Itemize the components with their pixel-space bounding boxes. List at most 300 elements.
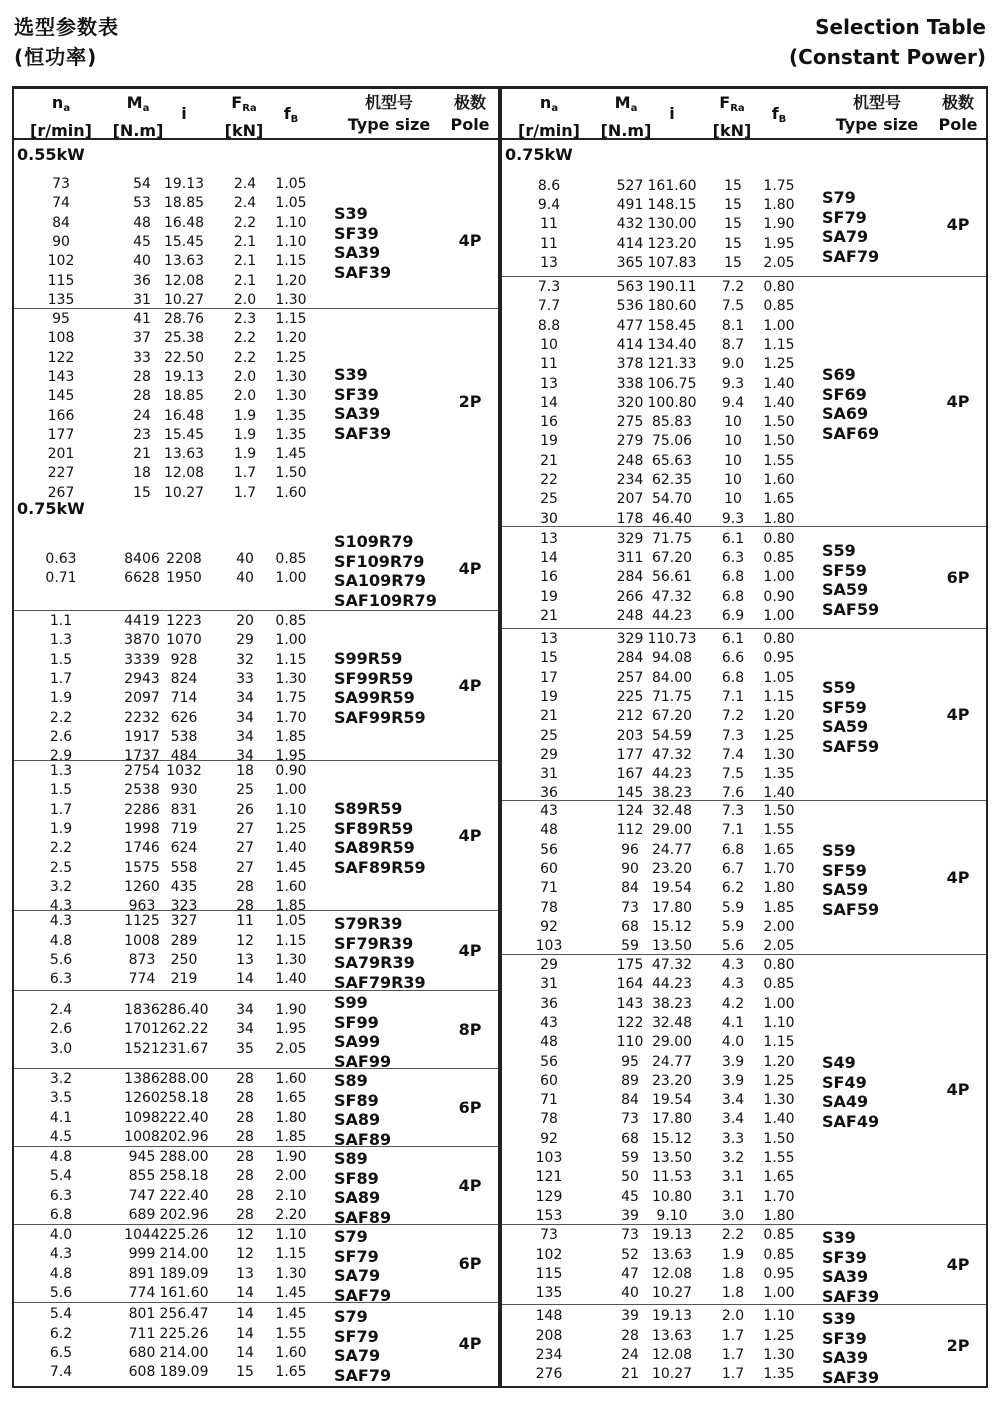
ratio-cell: 84.00 xyxy=(651,669,693,686)
speed-cell: 13 xyxy=(540,254,558,271)
table-row xyxy=(14,1070,498,1089)
torque-cell: 2754 xyxy=(124,763,160,779)
type-size-label: S39 xyxy=(822,1228,856,1247)
ratio-cell: 484 xyxy=(170,748,198,765)
pole-label: 4P xyxy=(946,215,970,234)
ratio-cell: 130.00 xyxy=(647,216,697,233)
service-factor-cell: 1.50 xyxy=(763,414,795,431)
torque-cell: 143 xyxy=(616,995,644,1012)
ratio-cell: 75.06 xyxy=(651,433,693,450)
type-size-label: SA59 xyxy=(822,717,869,736)
radial-load-cell: 3.1 xyxy=(721,1169,745,1186)
radial-load-cell: 34 xyxy=(236,728,254,745)
radial-load-cell: 1.9 xyxy=(233,446,257,463)
pole-label: 4P xyxy=(458,559,482,578)
radial-load-cell: 7.5 xyxy=(721,298,745,315)
speed-cell: 5.6 xyxy=(49,1284,73,1301)
service-factor-cell: 1.05 xyxy=(763,669,795,686)
service-factor-cell: 1.15 xyxy=(275,253,307,270)
ratio-cell: 28.76 xyxy=(163,311,205,327)
torque-cell: 145 xyxy=(616,785,644,802)
radial-load-cell: 40 xyxy=(236,550,254,567)
pole-label: 4P xyxy=(458,941,482,960)
type-size-label: S59 xyxy=(822,678,856,697)
service-factor-cell: 1.10 xyxy=(275,801,307,818)
radial-load-cell: 10 xyxy=(724,452,742,469)
speed-cell: 8.6 xyxy=(537,177,561,194)
torque-cell: 2286 xyxy=(124,801,160,818)
type-size-list xyxy=(334,649,426,727)
radial-load-cell: 34 xyxy=(236,690,254,707)
service-factor-cell: 2.00 xyxy=(275,1168,307,1185)
type-size-list xyxy=(334,204,391,282)
radial-load-cell: 6.9 xyxy=(721,607,745,624)
service-factor-cell: 0.85 xyxy=(763,550,795,567)
ratio-cell: 16.48 xyxy=(163,214,205,231)
torque-cell: 122 xyxy=(616,1014,644,1031)
header-fb-text: f xyxy=(283,104,291,123)
service-factor-cell: 1.95 xyxy=(275,1021,307,1038)
radial-load-cell: 1.9 xyxy=(721,1246,745,1263)
radial-load-cell: 7.1 xyxy=(721,688,745,705)
speed-cell: 6.2 xyxy=(49,1325,73,1342)
radial-load-cell: 12 xyxy=(236,1246,254,1263)
table-row xyxy=(502,821,986,840)
type-size-label: SA79 xyxy=(822,227,869,246)
ratio-cell: 19.13 xyxy=(163,368,205,385)
radial-load-cell: 27 xyxy=(236,859,254,876)
torque-cell: 266 xyxy=(616,588,644,605)
speed-cell: 276 xyxy=(535,1366,563,1383)
radial-load-cell: 2.2 xyxy=(721,1227,745,1244)
torque-cell: 680 xyxy=(128,1345,156,1361)
speed-cell: 6.8 xyxy=(49,1206,73,1223)
header-type-text: 机型号 xyxy=(364,93,413,112)
speed-cell: 90 xyxy=(52,233,70,250)
ratio-cell: 85.83 xyxy=(651,414,693,431)
speed-cell: 2.5 xyxy=(49,859,73,876)
header-type-text: Type size xyxy=(347,115,431,134)
radial-load-cell: 3.4 xyxy=(721,1092,745,1109)
speed-cell: 4.8 xyxy=(49,932,73,949)
header-na xyxy=(16,92,106,142)
header-pole-text: Pole xyxy=(450,115,490,134)
torque-cell: 47 xyxy=(621,1266,639,1282)
speed-cell: 9.4 xyxy=(537,197,561,214)
table-row xyxy=(502,1327,986,1346)
ratio-cell: 9.10 xyxy=(656,1207,688,1224)
header-fb-subscript: B xyxy=(290,114,299,125)
header-na-text: n xyxy=(51,93,64,112)
table-row xyxy=(502,688,986,707)
type-size-label: S39 xyxy=(334,204,368,223)
radial-load-cell: 8.1 xyxy=(721,317,745,334)
torque-cell: 2538 xyxy=(124,782,160,799)
radial-load-cell: 2.1 xyxy=(233,272,257,289)
service-factor-cell: 1.40 xyxy=(275,971,307,988)
torque-cell: 73 xyxy=(621,1227,639,1244)
table-row xyxy=(502,355,986,374)
table-row xyxy=(14,272,498,291)
table-row xyxy=(502,1149,986,1168)
pole-label: 4P xyxy=(458,676,482,695)
service-factor-cell: 1.20 xyxy=(275,272,307,289)
radial-load-cell: 2.0 xyxy=(721,1308,745,1325)
service-factor-cell: 1.00 xyxy=(763,1285,795,1302)
ratio-cell: 54.59 xyxy=(651,727,693,744)
type-size-label: S79 xyxy=(822,188,856,207)
pole-label: 6P xyxy=(458,1254,482,1273)
table-row xyxy=(502,413,986,432)
torque-cell: 1008 xyxy=(124,932,160,949)
table-row xyxy=(502,490,986,509)
radial-load-cell: 28 xyxy=(236,1090,254,1107)
type-size-label: SAF69 xyxy=(822,423,880,443)
ratio-cell: 15.45 xyxy=(163,426,205,443)
radial-load-cell: 2.0 xyxy=(233,388,257,405)
speed-cell: 4.8 xyxy=(49,1149,73,1165)
model-group xyxy=(14,760,498,915)
speed-cell: 7.3 xyxy=(537,279,561,295)
type-size-label: SA99 xyxy=(334,1032,381,1051)
torque-cell: 212 xyxy=(616,708,644,725)
service-factor-cell: 0.80 xyxy=(763,279,795,295)
torque-cell: 248 xyxy=(616,452,644,469)
ratio-cell: 13.63 xyxy=(163,253,205,270)
speed-cell: 30 xyxy=(540,510,558,527)
table-row xyxy=(502,1246,986,1265)
type-size-label: SF39 xyxy=(334,223,379,243)
type-size-label: SA89R59 xyxy=(334,838,415,857)
torque-cell: 563 xyxy=(616,279,644,295)
radial-load-cell: 14 xyxy=(236,1284,254,1301)
table-row xyxy=(14,612,498,631)
service-factor-cell: 1.00 xyxy=(275,570,307,586)
table-row xyxy=(502,879,986,898)
ratio-cell: 225.26 xyxy=(159,1325,209,1342)
torque-cell: 1737 xyxy=(124,748,160,765)
speed-cell: 6.3 xyxy=(49,971,73,988)
ratio-cell: 231.67 xyxy=(159,1040,209,1057)
type-size-label: SF79 xyxy=(334,1246,379,1266)
radial-load-cell: 28 xyxy=(236,1206,254,1223)
type-size-label: SF109R79 xyxy=(334,551,425,571)
type-size-list xyxy=(334,1149,391,1227)
service-factor-cell: 1.30 xyxy=(275,291,307,308)
ratio-cell: 930 xyxy=(170,782,198,799)
table-row xyxy=(502,1284,986,1303)
radial-load-cell: 2.1 xyxy=(233,233,257,250)
radial-load-cell: 27 xyxy=(236,840,254,857)
ratio-cell: 158.45 xyxy=(647,317,697,334)
speed-cell: 60 xyxy=(540,860,558,877)
radial-load-cell: 7.1 xyxy=(721,822,745,839)
service-factor-cell: 1.40 xyxy=(763,394,795,411)
radial-load-cell: 6.3 xyxy=(721,550,745,567)
table-row xyxy=(14,1206,498,1225)
type-size-label: S39 xyxy=(334,365,368,384)
ratio-cell: 2208 xyxy=(166,550,202,567)
type-size-label: SA79 xyxy=(334,1266,381,1285)
radial-load-cell: 8.7 xyxy=(721,336,745,353)
speed-cell: 1.7 xyxy=(49,670,73,687)
type-size-label: SAF59 xyxy=(822,599,880,619)
torque-cell: 40 xyxy=(621,1285,639,1302)
torque-cell: 89 xyxy=(621,1072,639,1089)
service-factor-cell: 1.05 xyxy=(275,195,307,212)
torque-cell: 59 xyxy=(621,938,639,955)
type-size-label: SF59 xyxy=(822,860,867,880)
header-type-text: Type size xyxy=(835,115,919,134)
service-factor-cell: 1.30 xyxy=(275,1265,307,1282)
speed-cell: 19 xyxy=(540,688,558,705)
ratio-cell: 29.00 xyxy=(651,822,693,839)
service-factor-cell: 1.80 xyxy=(763,510,795,527)
ratio-cell: 180.60 xyxy=(647,298,697,315)
table-row xyxy=(502,802,986,821)
type-size-label: SAF89R59 xyxy=(334,857,426,877)
pole-label: 4P xyxy=(946,1080,970,1099)
ratio-cell: 202.96 xyxy=(159,1206,209,1223)
service-factor-cell: 1.85 xyxy=(275,728,307,745)
service-factor-cell: 1.60 xyxy=(275,484,307,501)
ratio-cell: 15.12 xyxy=(651,1130,693,1147)
ratio-cell: 258.18 xyxy=(159,1168,209,1185)
torque-cell: 68 xyxy=(621,1130,639,1147)
header-ma-subscript: a xyxy=(142,103,150,114)
torque-cell: 39 xyxy=(621,1207,639,1224)
speed-cell: 8.8 xyxy=(537,317,561,334)
service-factor-cell: 1.30 xyxy=(763,746,795,763)
torque-cell: 95 xyxy=(621,1053,639,1070)
ratio-cell: 10.27 xyxy=(163,291,205,308)
torque-cell: 338 xyxy=(616,375,644,392)
type-size-label: S89 xyxy=(334,1071,368,1090)
speed-cell: 2.4 xyxy=(49,1002,73,1019)
service-factor-cell: 1.10 xyxy=(275,233,307,250)
model-group xyxy=(14,308,498,501)
service-factor-cell: 1.00 xyxy=(275,782,307,799)
service-factor-cell: 1.05 xyxy=(275,913,307,930)
type-size-label: SF39 xyxy=(334,384,379,404)
pole-label: 4P xyxy=(946,1255,970,1274)
service-factor-cell: 1.60 xyxy=(275,878,307,895)
speed-cell: 6.5 xyxy=(49,1345,73,1361)
radial-load-cell: 2.4 xyxy=(233,176,257,192)
speed-cell: 234 xyxy=(535,1347,563,1363)
service-factor-cell: 1.15 xyxy=(275,932,307,949)
radial-load-cell: 10 xyxy=(724,433,742,450)
torque-cell: 68 xyxy=(621,918,639,935)
service-factor-cell: 1.90 xyxy=(275,1002,307,1019)
ratio-cell: 25.38 xyxy=(163,330,205,347)
table-row xyxy=(502,899,986,918)
table-row xyxy=(502,1053,986,1072)
service-factor-cell: 1.15 xyxy=(275,651,307,668)
radial-load-cell: 35 xyxy=(236,1040,254,1057)
speed-cell: 4.1 xyxy=(49,1109,73,1126)
service-factor-cell: 1.25 xyxy=(763,1327,795,1344)
service-factor-cell: 1.15 xyxy=(275,311,307,327)
service-factor-cell: 1.65 xyxy=(763,1169,795,1186)
torque-cell: 608 xyxy=(128,1364,156,1381)
ratio-cell: 13.63 xyxy=(163,446,205,463)
header-fra-text: F xyxy=(231,93,243,112)
radial-load-cell: 27 xyxy=(236,820,254,837)
table-header xyxy=(502,86,986,140)
speed-cell: 103 xyxy=(535,938,563,955)
speed-cell: 5.4 xyxy=(49,1306,73,1323)
power-section-label: 0.55kW xyxy=(17,145,85,164)
service-factor-cell: 1.65 xyxy=(763,491,795,508)
pole-label: 2P xyxy=(458,392,482,411)
ratio-cell: 824 xyxy=(170,670,198,687)
service-factor-cell: 0.80 xyxy=(763,957,795,973)
service-factor-cell: 1.75 xyxy=(763,177,795,194)
table-row xyxy=(502,727,986,746)
radial-load-cell: 6.6 xyxy=(721,650,745,667)
title-en xyxy=(789,12,986,72)
header-na-text: [r/min] xyxy=(30,121,92,140)
service-factor-cell: 2.05 xyxy=(763,938,795,955)
torque-cell: 527 xyxy=(616,177,644,194)
radial-load-cell: 4.2 xyxy=(721,995,745,1012)
table-row xyxy=(14,1109,498,1128)
radial-load-cell: 28 xyxy=(236,1187,254,1204)
torque-cell: 1008 xyxy=(124,1128,160,1145)
header-type-text: 机型号 xyxy=(852,93,901,112)
torque-cell: 18 xyxy=(133,465,151,482)
model-group xyxy=(14,1068,498,1147)
table-row xyxy=(14,1040,498,1059)
ratio-cell: 110.73 xyxy=(647,631,697,647)
speed-cell: 6.3 xyxy=(49,1187,73,1204)
speed-cell: 56 xyxy=(540,1053,558,1070)
service-factor-cell: 1.00 xyxy=(763,569,795,586)
speed-cell: 74 xyxy=(52,195,70,212)
torque-cell: 28 xyxy=(133,368,151,385)
model-group xyxy=(502,800,986,955)
type-size-list xyxy=(334,1227,391,1305)
service-factor-cell: 2.10 xyxy=(275,1187,307,1204)
type-size-label: SAF79 xyxy=(822,246,880,266)
speed-cell: 227 xyxy=(47,465,75,482)
speed-cell: 103 xyxy=(535,1150,563,1166)
ratio-cell: 23.20 xyxy=(651,1072,693,1089)
table-row xyxy=(502,995,986,1014)
ratio-cell: 17.80 xyxy=(651,1111,693,1128)
service-factor-cell: 1.85 xyxy=(275,1128,307,1145)
type-size-label: SAF39 xyxy=(334,423,392,443)
header-fra-subscript: Ra xyxy=(242,103,257,114)
radial-load-cell: 7.3 xyxy=(721,803,745,819)
speed-cell: 7.4 xyxy=(49,1364,73,1381)
type-size-label: SA89 xyxy=(334,1110,381,1129)
ratio-cell: 24.77 xyxy=(651,1053,693,1070)
service-factor-cell: 1.45 xyxy=(275,1284,307,1301)
speed-cell: 21 xyxy=(540,607,558,624)
speed-cell: 43 xyxy=(540,1014,558,1031)
torque-cell: 2232 xyxy=(124,709,160,726)
speed-cell: 10 xyxy=(540,336,558,353)
header-na xyxy=(504,92,594,142)
service-factor-cell: 1.15 xyxy=(763,688,795,705)
type-size-label: SAF59 xyxy=(822,736,880,756)
pole-label: 4P xyxy=(458,1334,482,1353)
torque-cell: 1917 xyxy=(124,728,160,745)
pole-label: 2P xyxy=(946,1336,970,1355)
table-row xyxy=(502,1110,986,1129)
torque-cell: 320 xyxy=(616,394,644,411)
type-size-list xyxy=(334,1071,391,1149)
ratio-cell: 19.13 xyxy=(651,1227,693,1244)
type-size-label: S79 xyxy=(334,1227,368,1246)
ratio-cell: 624 xyxy=(170,840,198,857)
service-factor-cell: 1.10 xyxy=(275,1227,307,1243)
speed-cell: 14 xyxy=(540,550,558,567)
ratio-cell: 289 xyxy=(170,932,198,949)
radial-load-cell: 2.1 xyxy=(233,253,257,270)
torque-cell: 167 xyxy=(616,766,644,783)
type-size-label: S79R39 xyxy=(334,914,403,933)
radial-load-cell: 15 xyxy=(724,235,742,252)
table-row xyxy=(502,530,986,549)
torque-cell: 873 xyxy=(128,952,156,968)
header-fb-text: f xyxy=(771,104,779,123)
speed-cell: 1.1 xyxy=(49,613,73,629)
table-row xyxy=(14,214,498,233)
type-size-label: SF89 xyxy=(334,1168,379,1188)
header-pole-text: 极数 xyxy=(453,93,486,112)
radial-load-cell: 14 xyxy=(236,1306,254,1323)
table-row xyxy=(14,349,498,368)
radial-load-cell: 3.1 xyxy=(721,1188,745,1205)
type-size-list xyxy=(822,1228,879,1306)
service-factor-cell: 1.80 xyxy=(763,197,795,214)
type-size-label: S89R59 xyxy=(334,799,403,818)
type-size-list xyxy=(822,188,879,266)
speed-cell: 36 xyxy=(540,785,558,802)
table-row xyxy=(14,878,498,897)
table-row xyxy=(14,1020,498,1039)
radial-load-cell: 34 xyxy=(236,1002,254,1019)
service-factor-cell: 0.85 xyxy=(763,1246,795,1263)
type-size-label: SF59 xyxy=(822,697,867,717)
header-i xyxy=(164,103,204,125)
model-group xyxy=(14,528,498,610)
table-row xyxy=(14,1128,498,1147)
radial-load-cell: 6.8 xyxy=(721,569,745,586)
title-cn xyxy=(14,12,119,72)
type-size-list xyxy=(334,914,426,992)
torque-cell: 414 xyxy=(616,235,644,252)
table-row xyxy=(14,762,498,781)
service-factor-cell: 1.25 xyxy=(763,356,795,373)
type-size-list xyxy=(334,365,391,443)
type-size-label: S89 xyxy=(334,1149,368,1168)
torque-cell: 15 xyxy=(133,484,151,501)
type-size-list xyxy=(822,1309,879,1387)
service-factor-cell: 0.85 xyxy=(763,298,795,315)
type-size-list xyxy=(822,678,879,756)
torque-cell: 52 xyxy=(621,1246,639,1263)
ratio-cell: 32.48 xyxy=(651,803,693,819)
torque-cell: 284 xyxy=(616,650,644,667)
table-row xyxy=(14,1284,498,1303)
table-row xyxy=(14,368,498,387)
ratio-cell: 1070 xyxy=(166,632,202,649)
radial-load-cell: 33 xyxy=(236,670,254,687)
